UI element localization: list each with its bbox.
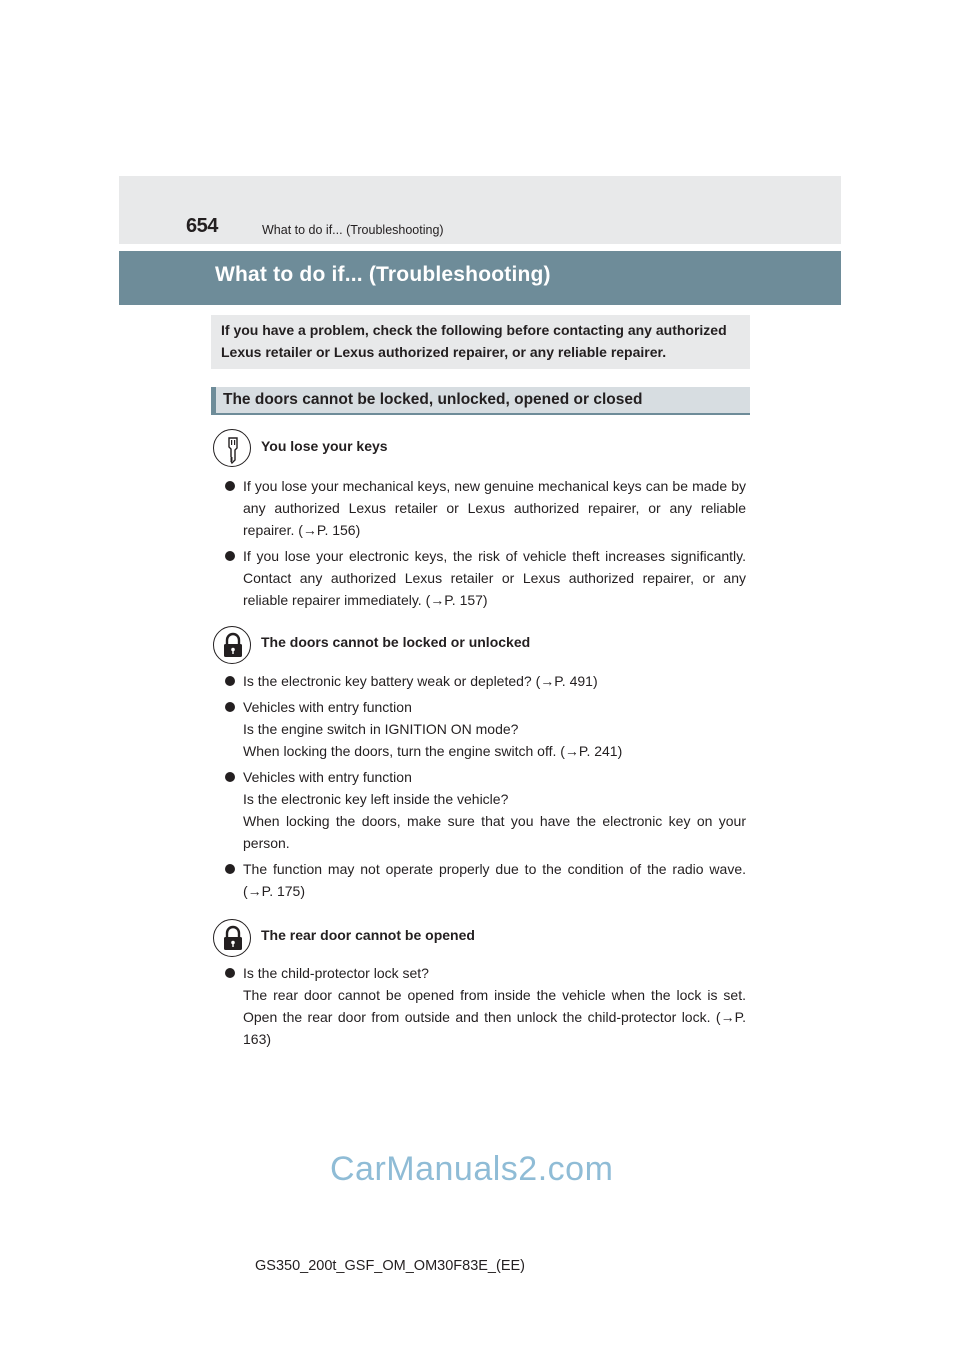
subsection-title-lock: The doors cannot be locked or unlocked — [261, 634, 531, 650]
intro-line: If you have a problem, check the following before contacting any authorized — [221, 322, 727, 338]
intro-line: Lexus retailer or Lexus authorized repairer, or any reliable repairer. — [221, 344, 667, 360]
bullet-dot — [225, 702, 235, 712]
lock-icon — [213, 919, 251, 957]
bullet-dot — [225, 481, 235, 491]
footer-code: GS350_200t_GSF_OM_OM30F83E_(EE) — [255, 1258, 525, 1274]
intro-box — [211, 315, 750, 369]
bullet-dot — [225, 968, 235, 978]
subsection-title-keys: You lose your keys — [261, 438, 388, 454]
page-title: What to do if... (Troubleshooting) — [215, 263, 551, 286]
page-number: 654 — [186, 215, 218, 237]
lock-icon — [213, 626, 251, 664]
key-icon — [213, 429, 251, 467]
running-header: What to do if... (Troubleshooting) — [262, 223, 444, 237]
list-item: If you lose your mechanical keys, new genuine mechanical keys can be made by any authorized Lexus retailer or Lexus authorized repairer, or any reliable repairer. (→P. 156) — [225, 475, 746, 541]
list-item: Vehicles with entry function Is the engine switch in IGNITION ON mode? When locking the doors, turn the engine switch off. (→P. 241) — [225, 696, 746, 762]
subsection-title-rear-door: The rear door cannot be opened — [261, 927, 475, 943]
list-item: Is the child-protector lock set? The rear door cannot be opened from inside the vehicle when the lock is set. Open the rear door from outside and then unlock the child-protector lock. (→P. 163) — [225, 962, 746, 1050]
bullet-dot — [225, 864, 235, 874]
bullet-dot — [225, 551, 235, 561]
header-band — [119, 176, 841, 244]
list-item: Is the electronic key battery weak or depleted? (→P. 491) — [225, 670, 746, 692]
list-item: Vehicles with entry function Is the electronic key left inside the vehicle? When locking the doors, make sure that you have the electronic key on your person. — [225, 766, 746, 854]
bullet-dot — [225, 772, 235, 782]
list-item: The function may not operate properly due to the condition of the radio wave. (→P. 175) — [225, 858, 746, 902]
watermark: CarManuals2.com — [330, 1150, 614, 1188]
list-item: If you lose your electronic keys, the risk of vehicle theft increases significantly. Contact any authorized Lexus retailer or Lexus authorized repairer, or any reliable repairer immediately. (→P. 157) — [225, 545, 746, 611]
bullet-dot — [225, 676, 235, 686]
section-heading: The doors cannot be locked, unlocked, opened or closed — [211, 387, 750, 415]
